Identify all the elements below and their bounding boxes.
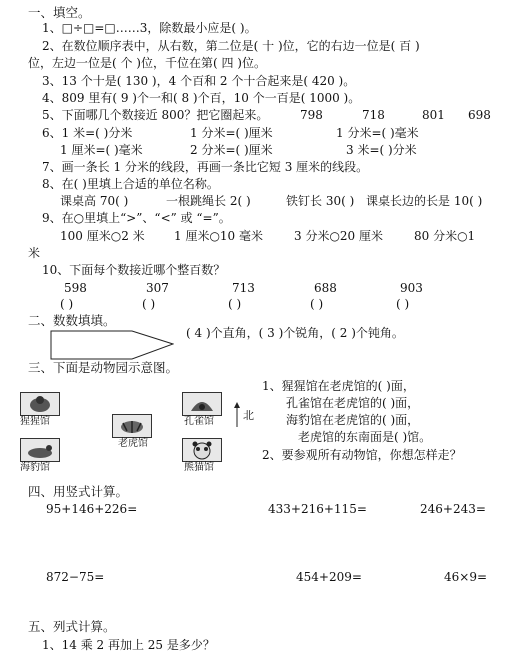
q9-item: 1 厘米○10 毫米 bbox=[174, 229, 264, 243]
q8-item: 课桌高 70( ) bbox=[60, 194, 129, 208]
north-arrow-icon bbox=[232, 402, 242, 428]
word-problem-1: 1、14 乘 2 再加上 25 是多少？ bbox=[42, 638, 215, 652]
question-8: 8、在( )里填上合适的单位名称。 bbox=[42, 177, 219, 191]
question-2-line-2: 位，左边一位是( 个 )位，千位在第( 四 )位。 bbox=[28, 56, 266, 70]
question-5 bbox=[0, 108, 510, 122]
zoo-question-1-line-1: 1、猩猩馆在老虎馆的( )面， bbox=[262, 379, 415, 393]
answer-blank[interactable]: ( ) bbox=[60, 297, 74, 311]
question-4: 4、809 里有( 9 )个一和( 8 )个百，10 个一百是( 1000 )。 bbox=[42, 91, 361, 105]
calc-problem: 46×9= bbox=[444, 570, 488, 584]
zoo-label: 海豹馆 bbox=[20, 462, 50, 473]
q5-number[interactable]: 801 bbox=[422, 108, 445, 122]
question-6-row-2 bbox=[0, 143, 510, 157]
gorilla-icon bbox=[20, 392, 60, 416]
q9-item: 80 分米○1 bbox=[414, 229, 476, 243]
calc-problem: 454+209= bbox=[296, 570, 362, 584]
calc-problem: 433+216+115= bbox=[268, 502, 367, 516]
q5-number[interactable]: 798 bbox=[300, 108, 323, 122]
answer-blank[interactable]: ( ) bbox=[228, 297, 242, 311]
q6-item: 1 分米=( )厘米 bbox=[190, 126, 273, 140]
q6-item: 6、1 米=( )分米 bbox=[42, 126, 133, 140]
section-3-heading: 三、下面是动物园示意图。 bbox=[28, 360, 179, 375]
zoo-question-2: 2、要参观所有动物馆，你想怎样走？ bbox=[262, 448, 462, 462]
question-2-line-1: 2、在数位顺序表中，从右数，第二位是( 十 )位，它的右边一位是( 百 ) bbox=[42, 39, 420, 53]
q10-number: 903 bbox=[400, 281, 423, 295]
question-8-items bbox=[0, 194, 510, 208]
calc-row-2 bbox=[0, 570, 510, 584]
q8-item: 课桌长边的长是 10( ) bbox=[366, 194, 483, 208]
q6-item: 1 分米=( )毫米 bbox=[336, 126, 419, 140]
q10-number: 598 bbox=[64, 281, 87, 295]
pentagon-shape bbox=[50, 330, 174, 360]
zoo-label: 熊猫馆 bbox=[184, 462, 214, 473]
question-9-wrap: 米 bbox=[28, 246, 41, 260]
q9-item: 3 分米○20 厘米 bbox=[294, 229, 384, 243]
zoo-question-1-line-3: 海豹馆在老虎馆的( )面， bbox=[286, 413, 420, 427]
q10-number: 688 bbox=[314, 281, 337, 295]
section-4-heading: 四、用竖式计算。 bbox=[28, 484, 129, 499]
panda-icon bbox=[182, 438, 222, 462]
question-7: 7、画一条长 1 分米的线段，再画一条比它短 3 厘米的线段。 bbox=[42, 160, 369, 174]
answer-blank[interactable]: ( ) bbox=[396, 297, 410, 311]
calc-problem: 95+146+226= bbox=[46, 502, 138, 516]
question-10: 10、下面每个数接近哪个整百数？ bbox=[42, 263, 226, 277]
q8-item: 铁钉长 30( ) bbox=[286, 194, 355, 208]
q9-item: 100 厘米○2 米 bbox=[60, 229, 145, 243]
zoo-label: 老虎馆 bbox=[118, 438, 148, 449]
q5-number[interactable]: 718 bbox=[362, 108, 385, 122]
section-1-heading: 一、填空。 bbox=[28, 5, 91, 20]
q5-number[interactable]: 698 bbox=[468, 108, 491, 122]
calc-problem: 872−75= bbox=[46, 570, 105, 584]
seal-icon bbox=[20, 438, 60, 462]
question-9: 9、在○里填上“>”、“<” 或 “=”。 bbox=[42, 211, 231, 225]
section-5-heading: 五、列式计算。 bbox=[28, 619, 116, 634]
q10-number: 713 bbox=[232, 281, 255, 295]
q6-item: 2 分米=( )厘米 bbox=[190, 143, 273, 157]
q6-item: 1 厘米=( )毫米 bbox=[60, 143, 143, 157]
q10-number: 307 bbox=[146, 281, 169, 295]
tiger-icon bbox=[112, 414, 152, 438]
north-label: 北 bbox=[243, 409, 254, 422]
question-10-numbers bbox=[0, 281, 510, 295]
question-6-row-1 bbox=[0, 126, 510, 140]
zoo-label: 孔雀馆 bbox=[184, 416, 214, 427]
zoo-question-1-line-4: 老虎馆的东南面是( )馆。 bbox=[298, 430, 432, 444]
q6-item: 3 米=( )分米 bbox=[346, 143, 417, 157]
question-1: 1、□÷□=□……3，除数最小应是( )。 bbox=[42, 21, 257, 35]
question-11: ( 4 )个直角，( 3 )个锐角，( 2 )个钝角。 bbox=[186, 326, 404, 340]
calc-problem: 246+243= bbox=[420, 502, 486, 516]
calc-row-1 bbox=[0, 502, 510, 516]
question-10-blanks bbox=[0, 297, 510, 311]
answer-blank[interactable]: ( ) bbox=[310, 297, 324, 311]
zoo-question-1-line-2: 孔雀馆在老虎馆的( )面， bbox=[286, 396, 420, 410]
q8-item: 一根跳绳长 2( ) bbox=[166, 194, 251, 208]
question-9-items bbox=[0, 229, 510, 243]
section-2-heading: 二、数数填填。 bbox=[28, 313, 116, 328]
question-3: 3、13 个十是( 130 )，4 个百和 2 个十合起来是( 420 )。 bbox=[42, 74, 356, 88]
peacock-icon bbox=[182, 392, 222, 416]
answer-blank[interactable]: ( ) bbox=[142, 297, 156, 311]
question-5-text: 5、下面哪几个数接近 800？把它圈起来。 bbox=[42, 108, 269, 122]
zoo-label: 猩猩馆 bbox=[20, 416, 50, 427]
